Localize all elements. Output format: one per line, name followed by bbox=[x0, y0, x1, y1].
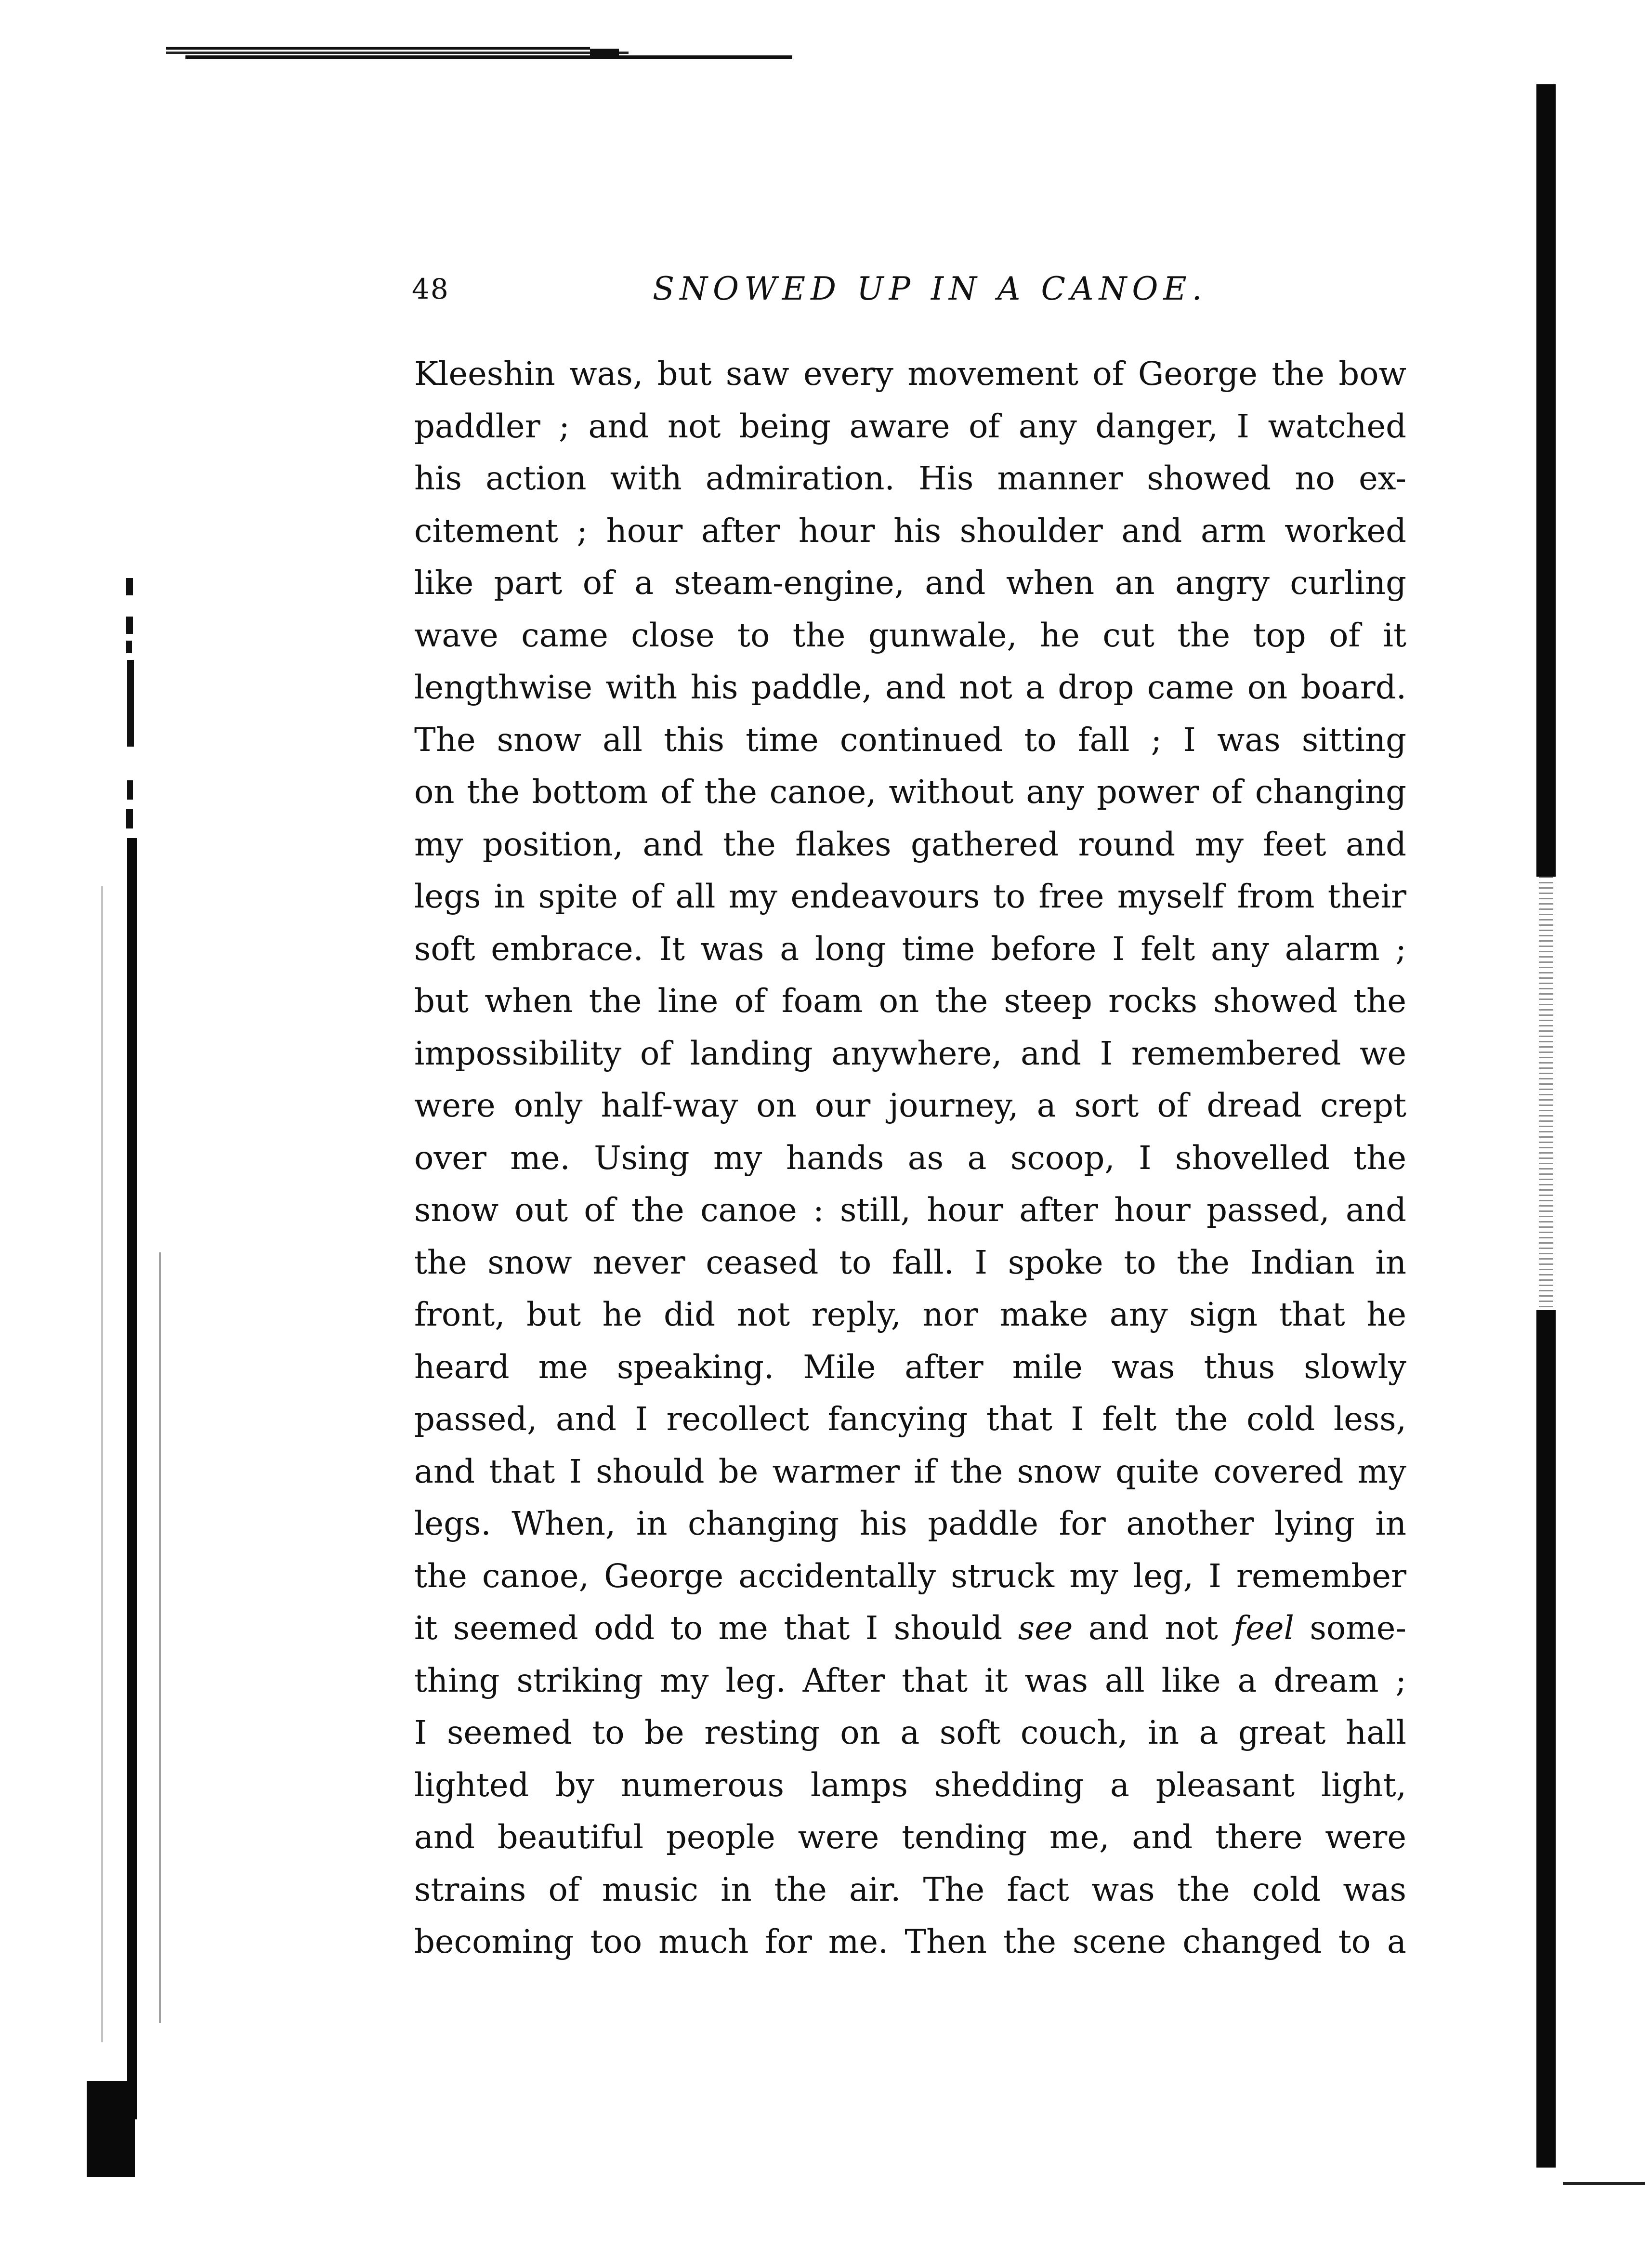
text-line: front, but he did not reply, nor make any sign that he bbox=[414, 1296, 1406, 1333]
text-line: and that I should be warmer if the snow quite covered my bbox=[414, 1452, 1406, 1490]
text-line: and beautiful people were tending me, and there were bbox=[414, 1818, 1406, 1856]
text-line: paddler ; and not being aware of any danger, I watched bbox=[414, 407, 1406, 445]
running-title: SNOWED UP IN A CANOE. bbox=[653, 270, 1207, 307]
text-line: like part of a steam-engine, and when an angry curling bbox=[414, 564, 1406, 602]
text-line: strains of music in the air. The fact was the cold was bbox=[414, 1870, 1406, 1908]
text-run: some- bbox=[1294, 1609, 1406, 1647]
text-line: the canoe, George accidentally struck my leg, I remember bbox=[414, 1557, 1406, 1595]
text-line: The snow all this time continued to fall ; I was sitting bbox=[414, 721, 1406, 759]
text-line: citement ; hour after hour his shoulder and arm worked bbox=[414, 512, 1406, 550]
text-line: his action with admiration. His manner showed no ex- bbox=[414, 460, 1406, 497]
italic-word-feel: feel bbox=[1233, 1609, 1294, 1647]
text-line: on the bottom of the canoe, without any power of changing bbox=[414, 773, 1406, 811]
text-line: legs. When, in changing his paddle for another lying in bbox=[414, 1505, 1406, 1542]
text-line-with-italics bbox=[414, 1602, 1406, 1655]
text-line: Kleeshin was, but saw every movement of George the bow bbox=[414, 355, 1406, 393]
text-line: I seemed to be resting on a soft couch, in a great hall bbox=[414, 1714, 1406, 1751]
scan-bottom-tick bbox=[1563, 2182, 1645, 2185]
scan-edge-artifact bbox=[72, 96, 193, 2177]
text-line: lighted by numerous lamps shedding a pleasant light, bbox=[414, 1766, 1406, 1804]
text-line: legs in spite of all my endeavours to free myself from their bbox=[414, 878, 1406, 915]
text-line: the snow never ceased to fall. I spoke to the Indian in bbox=[414, 1243, 1406, 1281]
scan-right-speckle bbox=[1539, 877, 1553, 1310]
running-head bbox=[412, 267, 1414, 311]
text-line: snow out of the canoe : still, hour after hour passed, and bbox=[414, 1191, 1406, 1229]
text-line: over me. Using my hands as a scoop, I shovelled the bbox=[414, 1139, 1406, 1177]
text-line: heard me speaking. Mile after mile was thus slowly bbox=[414, 1348, 1406, 1386]
body-text bbox=[414, 348, 1406, 1968]
italic-word-see: see bbox=[1018, 1609, 1073, 1647]
text-line: soft embrace. It was a long time before I felt any alarm ; bbox=[414, 930, 1406, 968]
text-run: and not bbox=[1073, 1609, 1234, 1647]
text-line: impossibility of landing anywhere, and I remembered we bbox=[414, 1034, 1406, 1072]
page-number: 48 bbox=[412, 273, 449, 305]
text-line: lengthwise with his paddle, and not a drop came on board. bbox=[414, 669, 1406, 706]
text-line: my position, and the flakes gathered round my feet and bbox=[414, 825, 1406, 863]
text-line: passed, and I recollect fancying that I felt the cold less, bbox=[414, 1400, 1406, 1438]
text-line: but when the line of foam on the steep rocks showed the bbox=[414, 982, 1406, 1020]
scan-rule-artifact bbox=[166, 46, 792, 64]
text-line: becoming too much for me. Then the scene changed to a bbox=[414, 1923, 1406, 1960]
text-line: thing striking my leg. After that it was all like a dream ; bbox=[414, 1661, 1406, 1699]
text-line: were only half-way on our journey, a sort of dread crept bbox=[414, 1087, 1406, 1124]
text-run: it seemed odd to me that I should bbox=[414, 1609, 1018, 1647]
text-line: wave came close to the gunwale, he cut the top of it bbox=[414, 616, 1406, 654]
